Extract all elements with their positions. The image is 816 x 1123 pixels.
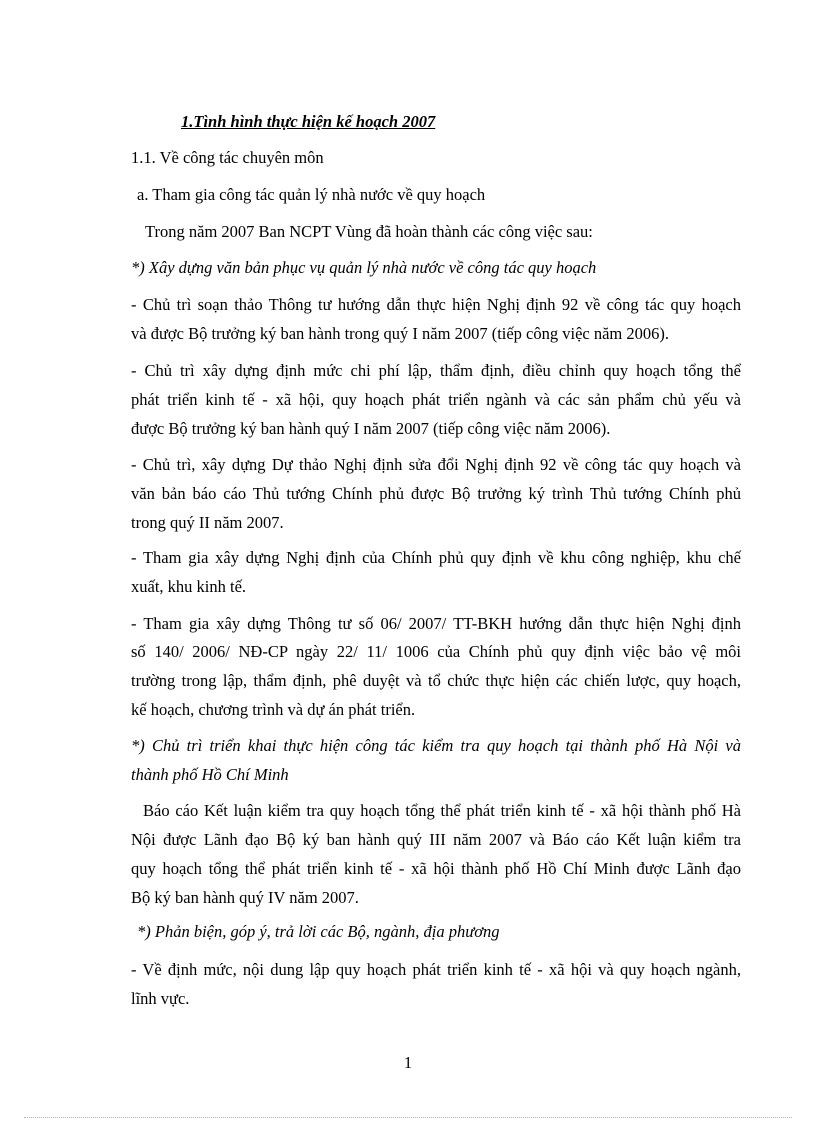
item-2-line-1: - Chủ trì xây dựng định mức chi phí lập, thẩm định, điều chỉnh quy hoạch tổng thể <box>131 361 741 380</box>
group-2-title-line-2: thành phố Hồ Chí Minh <box>131 765 289 784</box>
item-5-line-2: số 140/ 2006/ NĐ-CP ngày 22/ 11/ 1006 của Chính phủ quy định việc bảo vệ môi <box>131 642 741 661</box>
report-paragraph-line-1: Báo cáo Kết luận kiểm tra quy hoạch tổng thể phát triển kinh tế - xã hội thành phố Hà <box>143 801 741 820</box>
group-1-title: *) Xây dựng văn bản phục vụ quản lý nhà nước về công tác quy hoạch <box>131 258 597 277</box>
subsection-a-title: a. Tham gia công tác quản lý nhà nước về quy hoạch <box>137 185 486 204</box>
report-paragraph-line-3: quy hoạch tổng thể phát triển kinh tế - xã hội thành phố Hồ Chí Minh được Lãnh đạo <box>131 859 741 878</box>
section-heading: 1.Tình hình thực hiện kế hoạch 2007 <box>181 112 436 131</box>
group-3-title: *) Phản biện, góp ý, trả lời các Bộ, ngành, địa phương <box>137 922 500 941</box>
item-6-line-1: - Về định mức, nội dung lập quy hoạch phát triển kinh tế - xã hội và quy hoạch ngành, <box>131 960 741 979</box>
item-4-line-1: - Tham gia xây dựng Nghị định của Chính phủ quy định về khu công nghiệp, khu chế <box>131 548 741 567</box>
page-number: 1 <box>403 1053 413 1072</box>
page-bottom-divider <box>24 1117 792 1118</box>
item-6-line-2: lĩnh vực. <box>131 989 190 1008</box>
item-3-line-3: trong quý II năm 2007. <box>131 513 284 532</box>
item-1-line-2: và được Bộ trưởng ký ban hành trong quý I năm 2007 (tiếp công việc năm 2006). <box>131 324 670 343</box>
item-1-line-1: - Chủ trì soạn thảo Thông tư hướng dẫn thực hiện Nghị định 92 về công tác quy hoạch <box>131 295 741 314</box>
item-5-line-4: kế hoạch, chương trình và dự án phát triển. <box>131 700 416 719</box>
report-paragraph-line-4: Bộ ký ban hành quý IV năm 2007. <box>131 888 359 907</box>
item-3-line-1: - Chủ trì, xây dựng Dự thảo Nghị định sửa đổi Nghị định 92 về công tác quy hoạch và <box>131 455 741 474</box>
item-5-line-1: - Tham gia xây dựng Thông tư số 06/ 2007/ TT-BKH hướng dẫn thực hiện Nghị định <box>131 614 741 633</box>
item-5-line-3: trường trong lập, thẩm định, phê duyệt và tổ chức thực hiện các chiến lược, quy hoạch, <box>131 671 741 690</box>
item-2-line-3: được Bộ trưởng ký ban hành quý I năm 2007 (tiếp công việc năm 2006). <box>131 419 611 438</box>
group-2-title-line-1: *) Chủ trì triển khai thực hiện công tác kiểm tra quy hoạch tại thành phố Hà Nội và <box>131 736 741 755</box>
item-2-line-2: phát triển kinh tế - xã hội, quy hoạch phát triển ngành và các sản phẩm chủ yếu và <box>131 390 741 409</box>
intro-paragraph: Trong năm 2007 Ban NCPT Vùng đã hoàn thành các công việc sau: <box>145 222 593 241</box>
section-1-1-title: 1.1. Về công tác chuyên môn <box>131 148 324 167</box>
item-4-line-2: xuất, khu kinh tế. <box>131 577 247 596</box>
report-paragraph-line-2: Nội được Lãnh đạo Bộ ký ban hành quý III năm 2007 và Báo cáo Kết luận kiểm tra <box>131 830 741 849</box>
item-3-line-2: văn bản báo cáo Thủ tướng Chính phủ được Bộ trưởng ký trình Thủ tướng Chính phủ <box>131 484 741 503</box>
